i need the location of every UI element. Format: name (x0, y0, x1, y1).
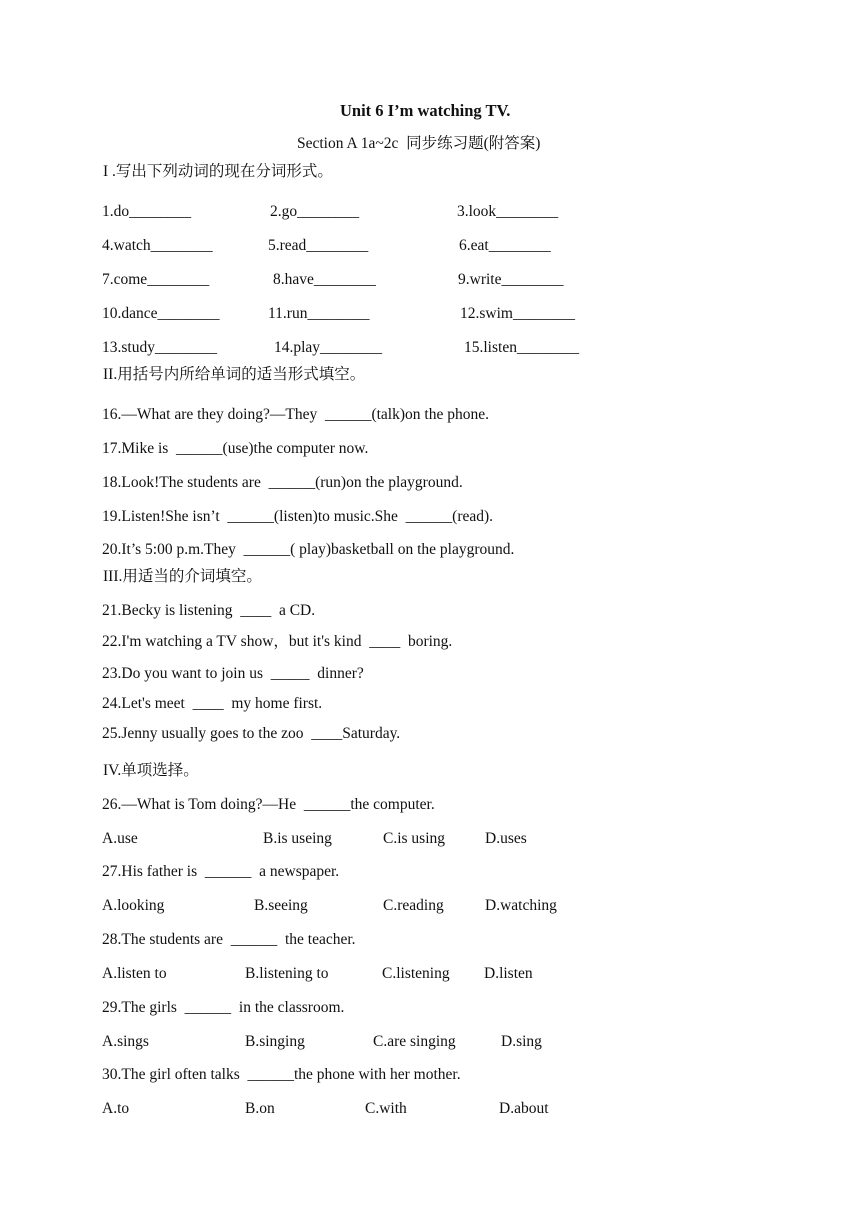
verb-blank: 14.play________ (274, 339, 383, 356)
exercise-item: 21.Becky is listening ____ a CD. (102, 602, 316, 619)
exercise-item: 25.Jenny usually goes to the zoo ____Saturday. (102, 725, 401, 742)
option-d: D.uses (485, 830, 527, 847)
option-c: C.with (365, 1100, 407, 1117)
verb-blank: 10.dance________ (102, 305, 220, 322)
exercise-item: 22.I'm watching a TV show，but it's kind ____ boring. (102, 633, 453, 650)
verb-blank: 9.write________ (458, 271, 564, 288)
exercise-item: 18.Look!The students are ______(run)on the playground. (102, 474, 463, 491)
part4-heading: IV.单项选择。 (103, 762, 199, 779)
option-d: D.about (499, 1100, 549, 1117)
verb-blank: 6.eat________ (459, 237, 551, 254)
option-a: A.to (102, 1100, 130, 1117)
option-a: A.listen to (102, 965, 167, 982)
verb-blank: 4.watch________ (102, 237, 213, 254)
part3-heading: III.用适当的介词填空。 (103, 568, 262, 585)
exercise-item: 17.Mike is ______(use)the computer now. (102, 440, 369, 457)
option-c: C.is using (383, 830, 446, 847)
option-b: B.listening to (245, 965, 329, 982)
question-text: 29.The girls ______ in the classroom. (102, 999, 345, 1016)
verb-blank: 13.study________ (102, 339, 217, 356)
option-d: D.listen (484, 965, 533, 982)
question-text: 26.—What is Tom doing?—He ______the computer. (102, 796, 435, 813)
verb-blank: 12.swim________ (460, 305, 575, 322)
part1-heading: I .写出下列动词的现在分词形式。 (103, 163, 333, 180)
verb-blank: 8.have________ (273, 271, 376, 288)
verb-blank: 2.go________ (270, 203, 360, 220)
part2-heading: II.用括号内所给单词的适当形式填空。 (103, 366, 366, 383)
option-a: A.sings (102, 1033, 149, 1050)
question-text: 30.The girl often talks ______the phone with her mother. (102, 1066, 461, 1083)
option-c: C.listening (382, 965, 450, 982)
verb-blank: 7.come________ (102, 271, 210, 288)
document-title: Unit 6 I’m watching TV. (340, 101, 511, 120)
exercise-item: 20.It’s 5:00 p.m.They ______( play)basketball on the playground. (102, 541, 515, 558)
verb-blank: 1.do________ (102, 203, 192, 220)
exercise-item: 16.—What are they doing?—They ______(talk)on the phone. (102, 406, 489, 423)
question-text: 27.His father is ______ a newspaper. (102, 863, 340, 880)
option-b: B.seeing (254, 897, 308, 914)
verb-blank: 5.read________ (268, 237, 369, 254)
exercise-item: 23.Do you want to join us _____ dinner? (102, 665, 364, 682)
option-d: D.watching (485, 897, 557, 914)
option-b: B.on (245, 1100, 275, 1117)
verb-blank: 3.look________ (457, 203, 559, 220)
option-a: A.use (102, 830, 138, 847)
option-b: B.singing (245, 1033, 305, 1050)
exercise-item: 24.Let's meet ____ my home first. (102, 695, 323, 712)
option-a: A.looking (102, 897, 165, 914)
option-c: C.reading (383, 897, 444, 914)
document-subtitle: Section A 1a~2c 同步练习题(附答案) (297, 135, 541, 152)
verb-blank: 15.listen________ (464, 339, 579, 356)
exercise-item: 19.Listen!She isn’t ______(listen)to music.She ______(read). (102, 508, 494, 525)
option-c: C.are singing (373, 1033, 456, 1050)
verb-blank: 11.run________ (268, 305, 370, 322)
option-d: D.sing (501, 1033, 542, 1050)
option-b: B.is useing (263, 830, 332, 847)
question-text: 28.The students are ______ the teacher. (102, 931, 356, 948)
